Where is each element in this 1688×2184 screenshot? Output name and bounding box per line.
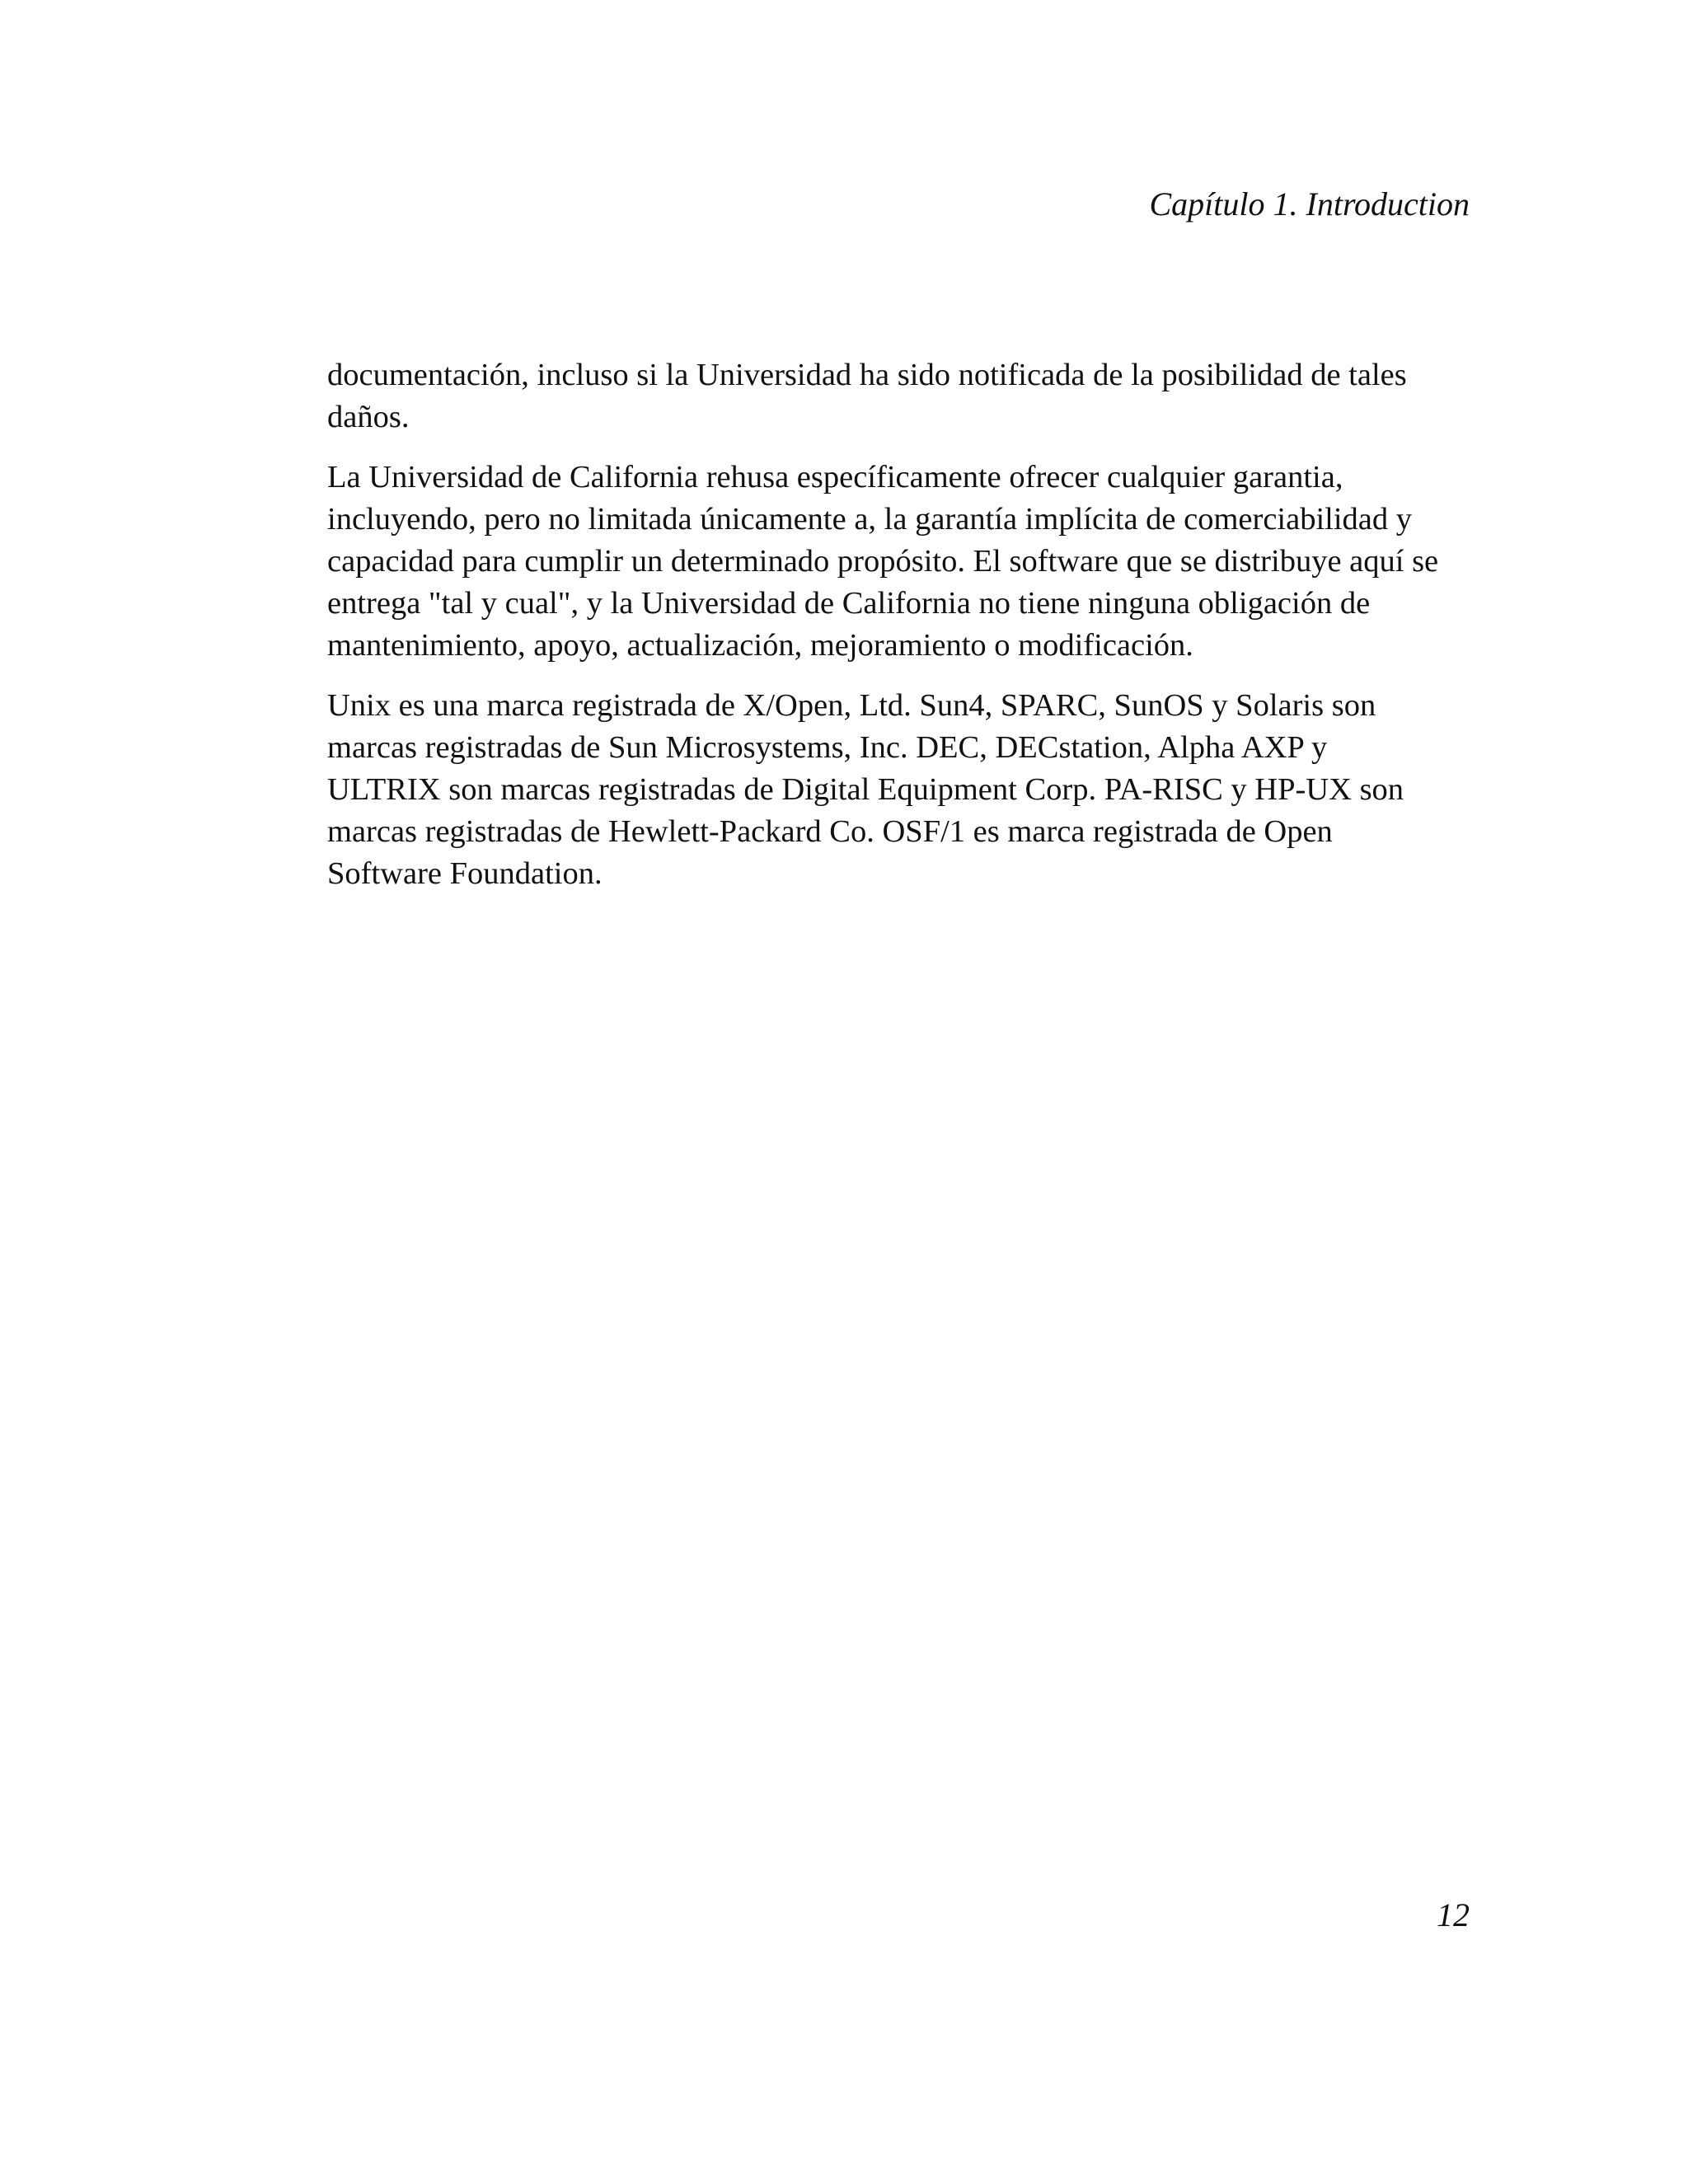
running-header: Capítulo 1. Introduction	[1149, 185, 1470, 223]
text-line: ULTRIX son marcas registradas de Digital Equipment Corp. PA-RISC y HP-UX son	[327, 772, 1404, 807]
text-line: daños.	[327, 400, 410, 434]
text-line: entrega "tal y cual", y la Universidad de California no tiene ninguna obligación de	[327, 586, 1371, 621]
text-line: capacidad para cumplir un determinado propósito. El software que se distribuye aquí se	[327, 544, 1439, 579]
text-line: Unix es una marca registrada de X/Open, Ltd. Sun4, SPARC, SunOS y Solaris son	[327, 688, 1376, 723]
text-line: Software Foundation.	[327, 856, 603, 891]
paragraph-2	[327, 457, 1481, 667]
text-line: documentación, incluso si la Universidad ha sido notificada de la posibilidad de tales	[327, 358, 1407, 392]
text-line: marcas registradas de Sun Microsystems, Inc. DEC, DECstation, Alpha AXP y	[327, 730, 1328, 765]
text-line: incluyendo, pero no limitada únicamente a, la garantía implícita de comerciabilidad y	[327, 502, 1412, 537]
page-content	[327, 354, 1481, 913]
text-line: marcas registradas de Hewlett-Packard Co. OSF/1 es marca registrada de Open	[327, 814, 1333, 849]
paragraph-1	[327, 354, 1481, 438]
page-number: 12	[1437, 1896, 1470, 1933]
paragraph-3	[327, 685, 1481, 895]
text-line: La Universidad de California rehusa específicamente ofrecer cualquier garantia,	[327, 460, 1343, 494]
text-line: mantenimiento, apoyo, actualización, mejoramiento o modificación.	[327, 628, 1193, 663]
